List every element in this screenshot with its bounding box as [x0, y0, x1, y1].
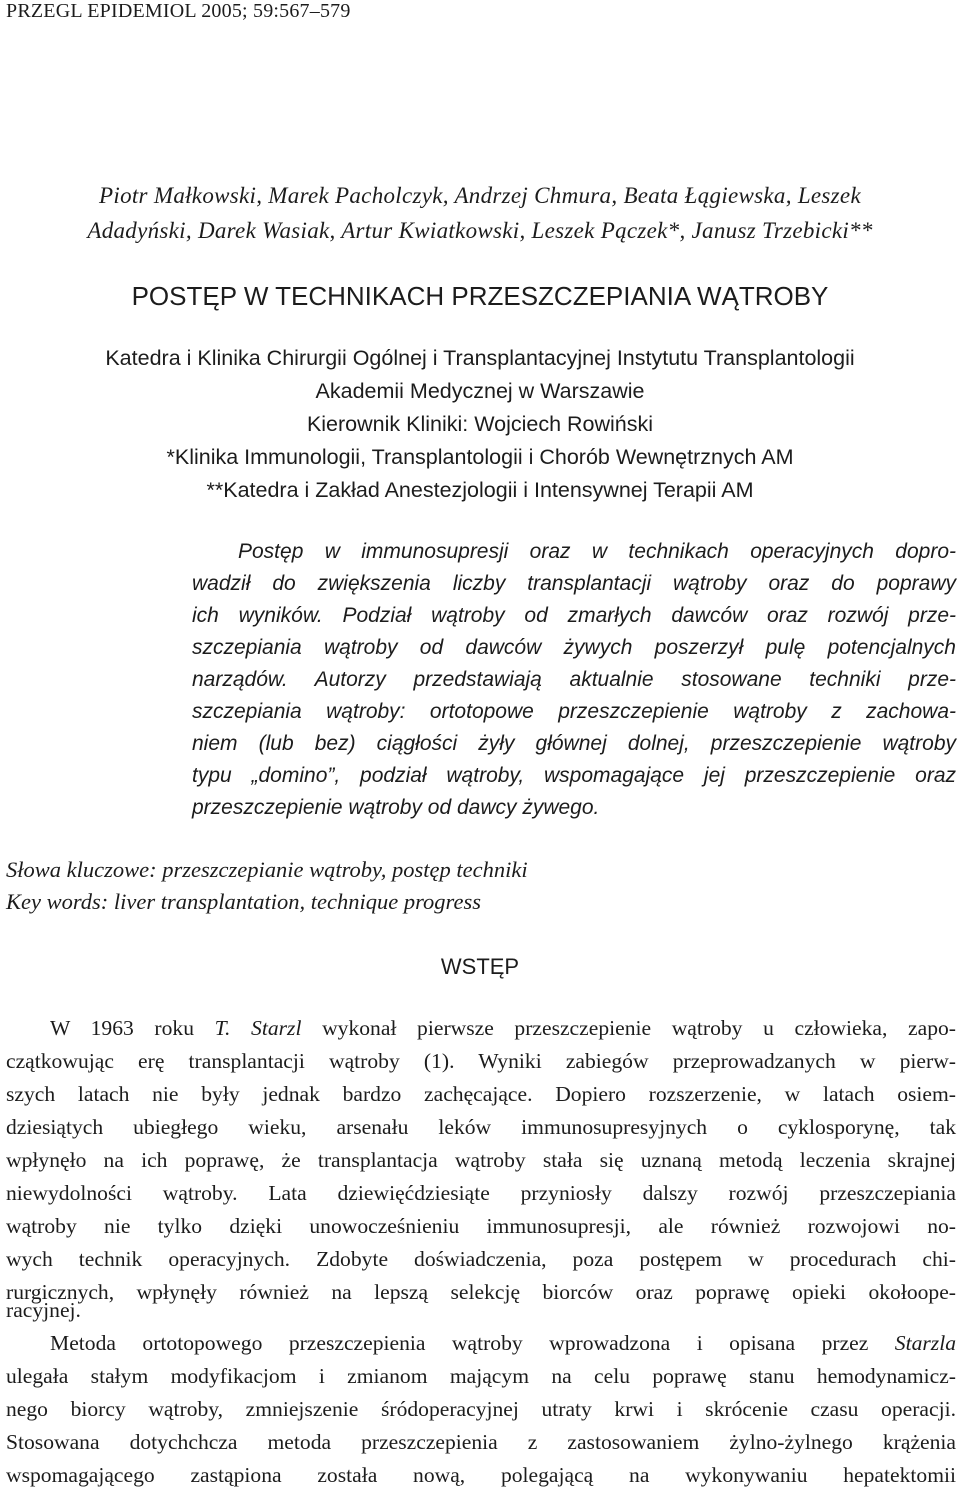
- body-line: ulegała stałym modyfikacjom i zmianom mającym na celu poprawę stanu hemodynamicz-: [6, 1364, 956, 1388]
- journal-header: PRZEGL EPIDEMIOL 2005; 59:567–579: [6, 0, 351, 22]
- abstract-line: Postęp w immunosupresji oraz w technikach operacyjnych dopro-: [238, 540, 956, 563]
- abstract-line: narządów. Autorzy przedstawiają aktualnie stosowane techniki prze-: [192, 668, 956, 691]
- body-line: czątkowując erę transplantacji wątroby (1). Wyniki zabiegów przeprowadzanych w pierw-: [6, 1049, 956, 1073]
- affiliation-line: Kierownik Kliniki: Wojciech Rowiński: [306, 412, 654, 436]
- body-line: nego biorcy wątroby, zmniejszenie śródoperacyjnej utraty krwi i skrócenie czasu operacji.: [6, 1397, 956, 1421]
- author-name: Starzla: [894, 1331, 956, 1355]
- affiliation-line: Katedra i Klinika Chirurgii Ogólnej i Transplantacyjnej Instytutu Transplantologii: [105, 346, 855, 370]
- body-paragraph-2-first-line: [50, 1331, 956, 1356]
- body-line: wych technik operacyjnych. Zdobyte doświadczenia, poza postępem w procedurach chi-: [6, 1247, 956, 1271]
- abstract-line: niem (lub bez) ciągłości żyły głównej dolnej, przeszczepienie wątroby: [192, 732, 956, 755]
- body-line: Stosowana dotychchcza metoda przeszczepienia z zastosowaniem żylno-żylnego krążenia: [6, 1430, 956, 1454]
- body-line: szych latach nie były jednak bardzo zachęcające. Dopiero rozszerzenie, w latach osiem-: [6, 1082, 956, 1106]
- article-title: POSTĘP W TECHNIKACH PRZESZCZEPIANIA WĄTROBY: [131, 281, 829, 311]
- body-line: wpłynęło na ich poprawę, że transplantacja wątroby stała się uznaną metodą leczenia skrajnej: [6, 1148, 956, 1172]
- abstract-line: przeszczepienie wątroby od dawcy żywego.: [192, 796, 600, 819]
- section-heading: WSTĘP: [440, 954, 520, 979]
- keywords-polish: Słowa kluczowe: przeszczepianie wątroby, postęp techniki: [6, 857, 528, 882]
- body-line: niewydolności wątroby. Lata dziewięćdziesiąte przyniosły dalszy rozwój przeszczepiania: [6, 1181, 956, 1205]
- author-name: T. Starzl: [214, 1016, 302, 1040]
- abstract-line: ich wyników. Podział wątroby od zmarłych dawców oraz rozwój prze-: [192, 604, 956, 627]
- affiliation-line: *Klinika Immunologii, Transplantologii i Chorób Wewnętrznych AM: [166, 445, 794, 469]
- body-line: rurgicznych, wpłynęły również na lepszą selekcję biorców oraz poprawę opieki okołoope-: [6, 1280, 956, 1304]
- affiliation-line: Akademii Medycznej w Warszawie: [315, 379, 645, 403]
- body-line: racyjnej.: [6, 1298, 81, 1322]
- abstract-line: wadził do zwiększenia liczby transplantacji wątroby oraz do poprawy: [192, 572, 956, 595]
- authors-line-1: Piotr Małkowski, Marek Pacholczyk, Andrzej Chmura, Beata Łągiewska, Leszek: [99, 183, 861, 208]
- abstract-line: typu „domino”, podział wątroby, wspomagające jej przeszczepienie oraz: [192, 764, 956, 787]
- body-line: wątroby nie tylko dzięki unowocześnieniu immunosupresji, ale również rozwojowi no-: [6, 1214, 956, 1238]
- keywords-english: Key words: liver transplantation, technique progress: [6, 889, 481, 914]
- body-line: wspomagającego zastąpiona została nową, polegającą na wykonywaniu hepatektomii: [6, 1463, 956, 1487]
- body-text: W 1963 roku: [50, 1016, 215, 1040]
- body-text: Metoda ortotopowego przeszczepienia wątroby wprowadzona i opisana przez: [50, 1331, 895, 1355]
- authors-line-2: Adadyński, Darek Wasiak, Artur Kwiatkowski, Leszek Pączek*, Janusz Trzebicki**: [87, 218, 873, 243]
- body-text: wykonał pierwsze przeszczepienie wątroby u człowieka, zapo-: [301, 1016, 956, 1040]
- body-paragraph-1-first-line: [50, 1016, 956, 1041]
- affiliation-line: **Katedra i Zakład Anestezjologii i Intensywnej Terapii AM: [206, 478, 754, 502]
- abstract-line: szczepiania wątroby od dawców żywych poszerzył pulę potencjalnych: [192, 636, 956, 659]
- abstract-line: szczepiania wątroby: ortotopowe przeszczepienie wątroby z zachowa-: [192, 700, 956, 723]
- body-line: dziesiątych ubiegłego wieku, arsenału leków immunosupresyjnych o cyklosporynę, tak: [6, 1115, 956, 1139]
